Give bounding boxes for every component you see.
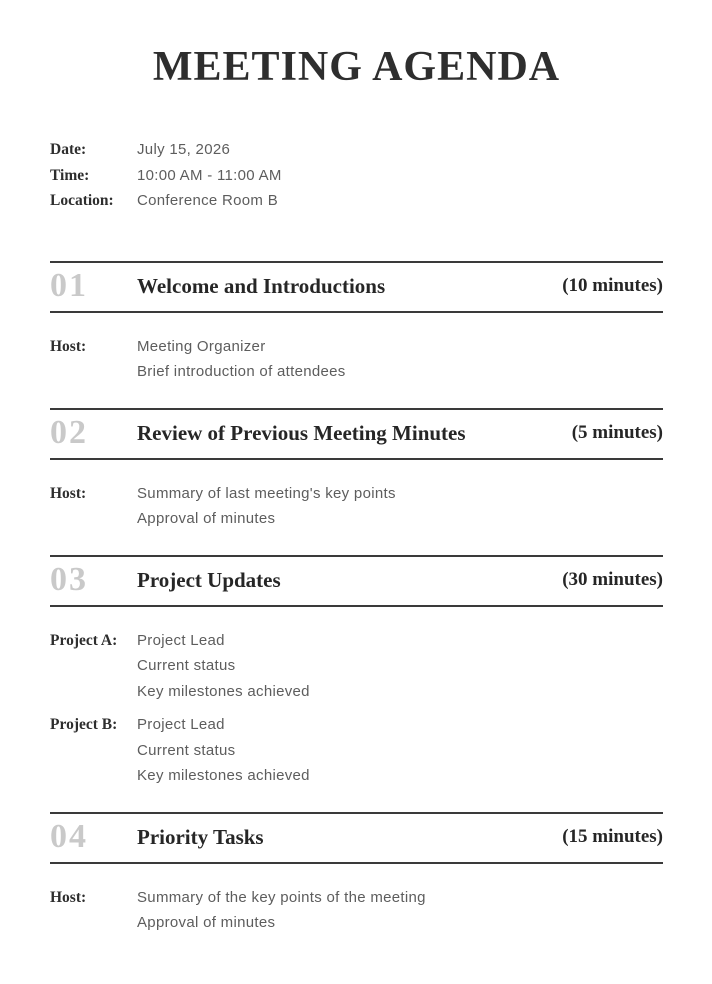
section-row (50, 712, 663, 789)
row-label: Project B: (50, 716, 118, 734)
section-body (50, 864, 663, 936)
section-number: 03 (50, 560, 88, 598)
page-title: MEETING AGENDA (152, 44, 561, 90)
row-lines (137, 712, 663, 789)
section-duration: (30 minutes) (562, 568, 663, 590)
row-line: Key milestones achieved (137, 767, 310, 785)
row-line: Current status (137, 741, 236, 759)
row-line: Summary of the key points of the meeting (137, 888, 426, 906)
section-header (50, 261, 663, 313)
meta-label: Location: (50, 192, 114, 210)
section-number: 04 (50, 817, 88, 855)
row-line: Project Lead (137, 631, 225, 649)
section-number: 01 (50, 266, 88, 304)
row-label: Host: (50, 484, 87, 502)
section-title: Priority Tasks (137, 824, 264, 849)
section-row (50, 334, 663, 385)
row-line: Brief introduction of attendees (137, 363, 346, 381)
row-line: Approval of minutes (137, 914, 276, 932)
section-header (50, 812, 663, 864)
meta-block (50, 137, 663, 214)
section-title: Review of Previous Meeting Minutes (137, 420, 466, 445)
section-duration: (5 minutes) (571, 421, 663, 443)
section-row (50, 885, 663, 936)
section-header (50, 408, 663, 460)
section-title: Welcome and Introductions (137, 273, 386, 298)
section-title: Project Updates (137, 567, 281, 592)
row-label: Project A: (50, 631, 118, 649)
row-lines (137, 481, 663, 532)
row-line: Approval of minutes (137, 510, 276, 528)
meta-value: Conference Room B (137, 192, 279, 210)
meta-row (50, 163, 663, 189)
meta-value: July 15, 2026 (137, 141, 231, 159)
row-line: Key milestones achieved (137, 682, 310, 700)
row-lines (137, 885, 663, 936)
row-line: Current status (137, 657, 236, 675)
section-row (50, 481, 663, 532)
section-body (50, 313, 663, 385)
agenda-sections (50, 261, 663, 936)
agenda-section (50, 555, 663, 789)
meta-row (50, 137, 663, 163)
meta-label: Time: (50, 166, 90, 184)
meta-label: Date: (50, 141, 87, 159)
agenda-section (50, 812, 663, 936)
section-row (50, 628, 663, 705)
row-label: Host: (50, 888, 87, 906)
section-number: 02 (50, 413, 88, 451)
row-line: Summary of last meeting's key points (137, 484, 396, 502)
agenda-section (50, 408, 663, 532)
section-duration: (15 minutes) (562, 825, 663, 847)
row-lines (137, 334, 663, 385)
section-body (50, 607, 663, 789)
section-header (50, 555, 663, 607)
section-duration: (10 minutes) (562, 274, 663, 296)
meta-row (50, 188, 663, 214)
row-line: Meeting Organizer (137, 337, 266, 355)
row-line: Project Lead (137, 716, 225, 734)
row-lines (137, 628, 663, 705)
section-body (50, 460, 663, 532)
agenda-section (50, 261, 663, 385)
meta-value: 10:00 AM - 11:00 AM (137, 166, 282, 184)
row-label: Host: (50, 337, 87, 355)
